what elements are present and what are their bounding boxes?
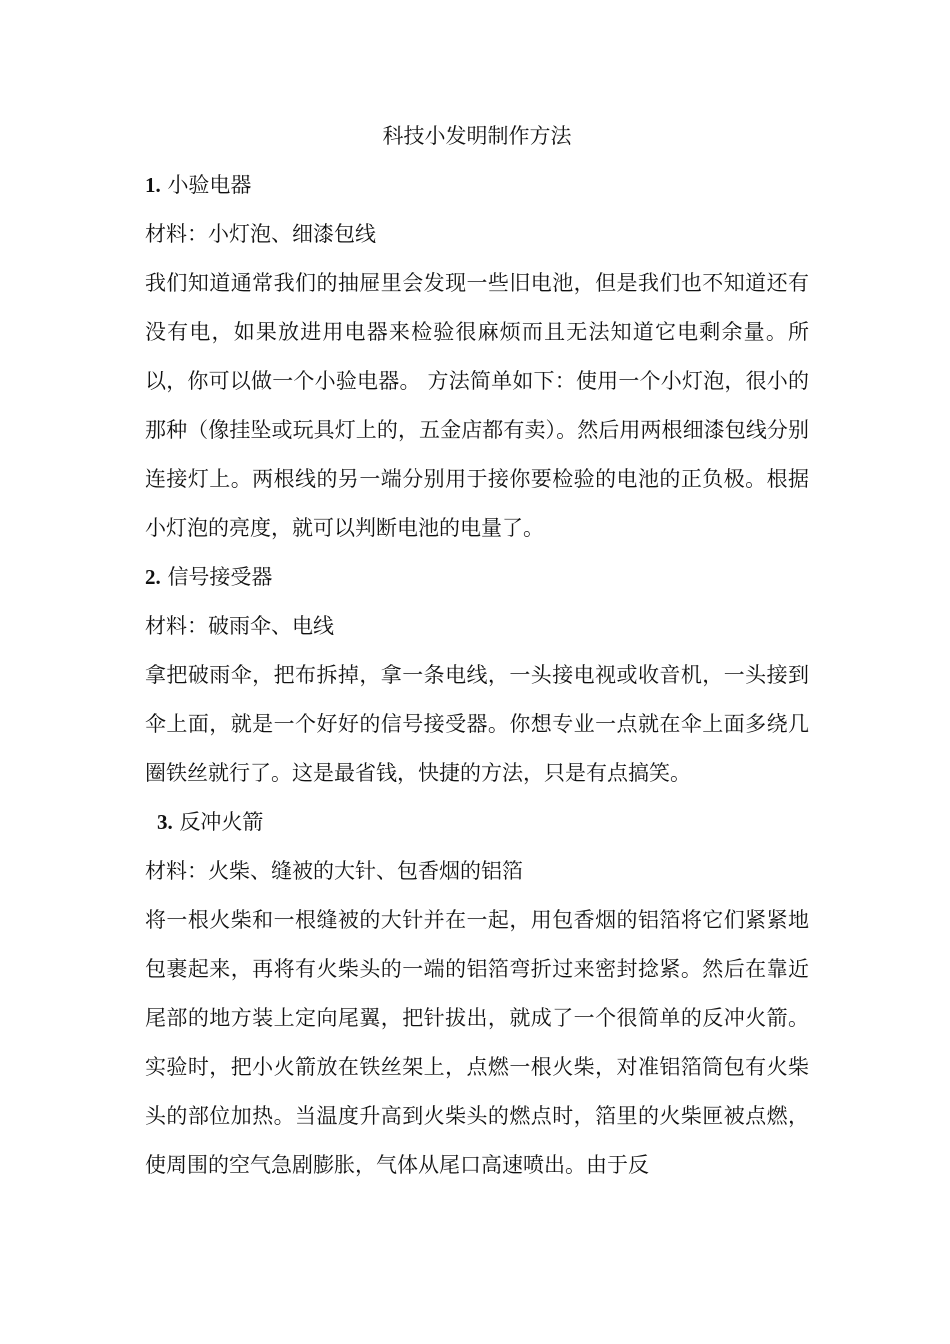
section-number: 2. [145,565,161,589]
materials-line: 材料：火柴、缝被的大针、包香烟的铝箔 [145,859,523,883]
section-paragraph: 我们知道通常我们的抽屉里会发现一些旧电池，但是我们也不知道还有没有电，如果放进用电器来检验很麻烦而且无法知道它电剩余量。所以，你可以做一个小验电器。 方法简单如下：使用一个小灯泡，很小的那种（像挂坠或玩具灯上的，五金店都有卖）。然后用两根细漆包线分别连接灯上。两根线的另一端分别用于接你要检验的电池的正负极。根据小灯泡的亮度，就可以判断电池的电量了。 [145,271,809,540]
section-signal-receiver [145,553,809,798]
materials-line: 材料：小灯泡、细漆包线 [145,222,376,246]
section-heading [145,553,809,602]
section-heading-text: 反冲火箭 [179,810,264,834]
section-paragraph: 将一根火柴和一根缝被的大针并在一起，用包香烟的铝箔将它们紧紧地包裹起来，再将有火柴头的一端的铝箔弯折过来密封捻紧。然后在靠近尾部的地方装上定向尾翼，把针拔出，就成了一个很简单的反冲火箭。 实验时，把小火箭放在铁丝架上，点燃一根火柴，对准铝箔筒包有火柴头的部位加热。当温度升高到火柴头的燃点时，箔里的火柴匣被点燃，使周围的空气急剧膨胀，气体从尾口高速喷出。由于反 [145,908,809,1177]
section-paragraph: 拿把破雨伞，把布拆掉，拿一条电线，一头接电视或收音机，一头接到伞上面，就是一个好好的信号接受器。你想专业一点就在伞上面多绕几圈铁丝就行了。这是最省钱，快捷的方法，只是有点搞笑。 [145,663,809,785]
section-heading [145,798,809,847]
document-body [145,112,809,1190]
section-heading-text: 信号接受器 [167,565,273,589]
section-number: 1. [145,173,161,197]
section-number: 3. [157,810,173,834]
section-heading-text: 小验电器 [167,173,252,197]
section-recoil-rocket [145,798,809,1190]
section-heading [145,161,809,210]
materials-line: 材料：破雨伞、电线 [145,614,334,638]
section-small-electroscope [145,161,809,553]
document-title: 科技小发明制作方法 [382,124,572,148]
